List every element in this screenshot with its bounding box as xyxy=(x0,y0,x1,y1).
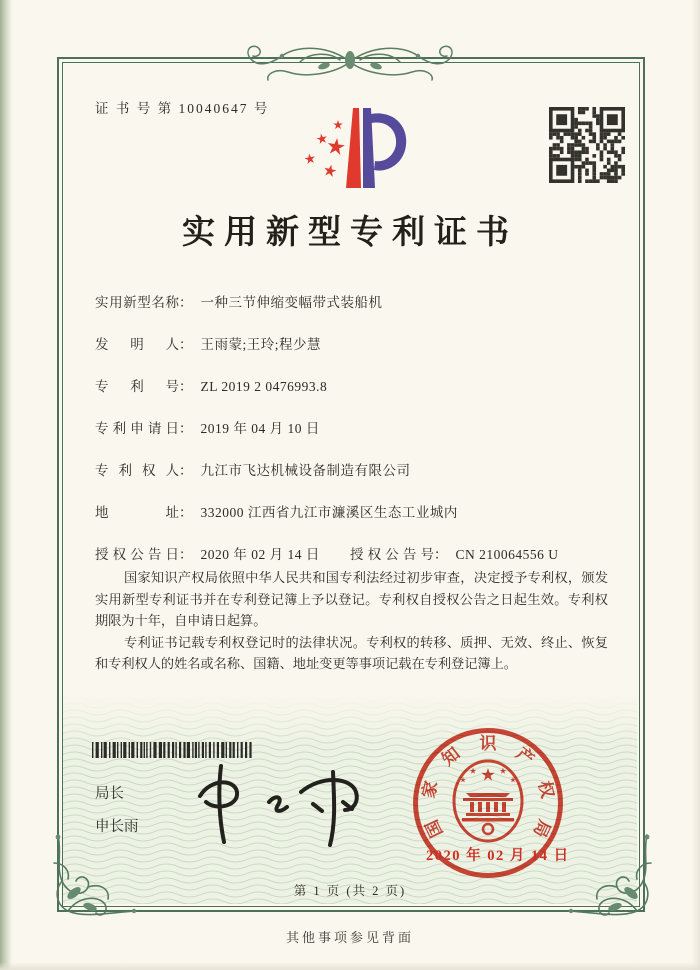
field-label: 授权公告号 xyxy=(350,547,434,562)
field-value: 2019 年 04 月 10 日 xyxy=(200,421,320,436)
certificate-number: 证 书 号 第 10040647 号 xyxy=(95,101,270,116)
legal-paragraph-1: 国家知识产权局依照中华人民共和国专利法经过初步审查，决定授予专利权，颁发实用新型专利证书并在专利登记簿上予以登记。专利权自授权公告之日起生效。专利权期限为十年，自申请日起算。 xyxy=(95,570,608,628)
field-label: 地址 xyxy=(95,505,179,520)
back-side-note: 其他事项参见背面 xyxy=(285,930,414,945)
field-value: 2020 年 02 月 14 日 xyxy=(200,547,320,562)
director-signature xyxy=(183,752,373,852)
field-label: 专利号 xyxy=(95,379,179,394)
field-value: 332000 江西省九江市濂溪区生态工业城内 xyxy=(200,505,458,520)
legal-text-block xyxy=(95,567,608,675)
signer-block xyxy=(95,778,139,844)
field-value: 一种三节伸缩变幅带式装船机 xyxy=(200,295,383,310)
qr-code xyxy=(549,107,625,183)
signer-name: 申长雨 xyxy=(95,819,139,835)
field-label: 专利权人 xyxy=(95,463,179,478)
field-label: 授权公告日 xyxy=(95,547,179,562)
seal-ring-text: 国家知识产权局 xyxy=(418,734,558,841)
page-edge-right xyxy=(692,0,700,970)
grant-seal-date: 2020 年 02 月 14 日 xyxy=(426,848,570,864)
field-address: 地址： 332000 江西省九江市濂溪区生态工业城内 xyxy=(95,501,615,543)
page-edge-bottom xyxy=(0,962,700,970)
field-value: ZL 2019 2 0476993.8 xyxy=(200,379,328,394)
field-utility-model-name: 实用新型名称： 一种三节伸缩变幅带式装船机 xyxy=(95,291,615,333)
field-value: 九江市飞达机械设备制造有限公司 xyxy=(200,463,411,478)
top-flourish-ornament xyxy=(236,40,464,84)
fields-block xyxy=(95,291,615,585)
page-number: 第 1 页 (共 2 页) xyxy=(293,884,407,898)
cnipa-logo-icon xyxy=(286,98,414,200)
certificate-title: 实用新型专利证书 xyxy=(182,215,518,251)
legal-paragraph-2: 专利证书记载专利权登记时的法律状况。专利权的转移、质押、无效、终止、恢复和专利权人的姓名或名称、国籍、地址变更等事项记载在专利登记簿上。 xyxy=(95,634,608,671)
field-patent-number: 专利号： ZL 2019 2 0476993.8 xyxy=(95,375,615,417)
field-label: 专利申请日 xyxy=(95,421,179,436)
field-value: CN 210064556 U xyxy=(455,547,559,562)
field-grant-date-and-number: 授权公告日： 2020 年 02 月 14 日 授权公告号： CN 210064556 U xyxy=(95,543,615,585)
signer-title: 局长 xyxy=(95,786,124,802)
field-inventor: 发明人： 王雨蒙;王玲;程少慧 xyxy=(95,333,615,375)
national-emblem-icon xyxy=(454,761,522,841)
field-patentee: 专利权人： 九江市飞达机械设备制造有限公司 xyxy=(95,459,615,501)
field-label: 实用新型名称 xyxy=(95,295,179,310)
page-edge-left xyxy=(0,0,12,970)
field-value: 王雨蒙;王玲;程少慧 xyxy=(200,337,322,352)
barcode xyxy=(92,742,254,758)
field-grant-number: 授权公告号： CN 210064556 U xyxy=(350,543,559,563)
field-filing-date: 专利申请日： 2019 年 04 月 10 日 xyxy=(95,417,615,459)
field-label: 发明人 xyxy=(95,337,179,352)
